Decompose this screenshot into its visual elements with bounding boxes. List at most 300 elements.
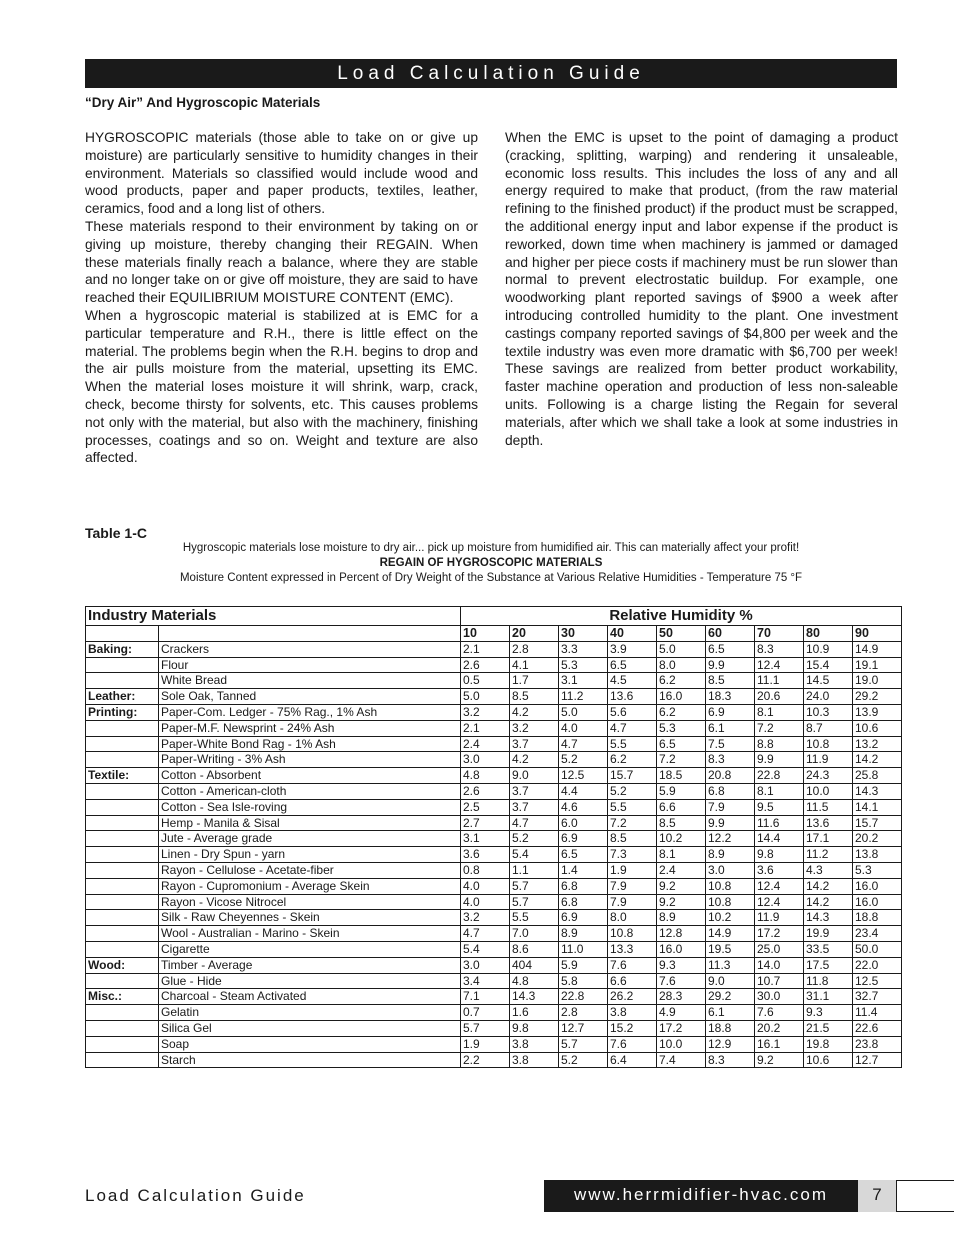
- regain-value-cell: 23.8: [853, 1036, 902, 1052]
- regain-value-cell: 3.4: [461, 973, 510, 989]
- regain-value-cell: 31.1: [804, 989, 853, 1005]
- regain-value-cell: 5.7: [461, 1020, 510, 1036]
- category-cell: [86, 1005, 159, 1021]
- regain-value-cell: 20.6: [755, 689, 804, 705]
- table-row: [86, 720, 902, 736]
- regain-value-cell: 8.8: [755, 736, 804, 752]
- regain-value-cell: 4.8: [461, 768, 510, 784]
- regain-value-cell: 6.1: [706, 720, 755, 736]
- right-column: [505, 129, 898, 449]
- regain-value-cell: 7.2: [755, 720, 804, 736]
- regain-value-cell: 7.6: [608, 1036, 657, 1052]
- regain-value-cell: 11.9: [804, 752, 853, 768]
- regain-value-cell: 2.4: [461, 736, 510, 752]
- regain-value-cell: 4.1: [510, 657, 559, 673]
- regain-value-cell: 1.9: [461, 1036, 510, 1052]
- rh-value-header: 30: [559, 626, 608, 642]
- material-cell: Silk - Raw Cheyennes - Skein: [159, 910, 461, 926]
- material-cell: Cotton - American-cloth: [159, 783, 461, 799]
- paragraph: When a hygroscopic material is stabilized at is EMC for a particular temperature and R.H., there is little effect on the material. The problems begin when the R.H. begins to drop and the air pulls moisture from the material, upsetting its EMC. When the material loses moisture it will shrink, warp, crack, check, become thirsty for solvents, etc. This causes problems not only with the material, but also with the machinery, finishing processes, coatings and so on. Weight and texture are also affected.: [85, 307, 478, 466]
- regain-value-cell: 16.0: [657, 689, 706, 705]
- regain-value-cell: 5.6: [608, 704, 657, 720]
- material-cell: Crackers: [159, 641, 461, 657]
- regain-value-cell: 0.5: [461, 673, 510, 689]
- regain-value-cell: 15.7: [608, 768, 657, 784]
- regain-value-cell: 2.1: [461, 720, 510, 736]
- table-group-header-row: [86, 607, 902, 626]
- page-number: 7: [858, 1180, 896, 1212]
- regain-value-cell: 24.3: [804, 768, 853, 784]
- table-row: [86, 847, 902, 863]
- table-row: [86, 862, 902, 878]
- rh-values-row: [86, 626, 902, 642]
- regain-value-cell: 16.0: [853, 878, 902, 894]
- regain-value-cell: 18.8: [706, 1020, 755, 1036]
- regain-value-cell: 10.8: [706, 878, 755, 894]
- material-cell: Charcoal - Steam Activated: [159, 989, 461, 1005]
- material-cell: Cotton - Absorbent: [159, 768, 461, 784]
- regain-value-cell: 5.7: [510, 878, 559, 894]
- regain-value-cell: 3.3: [559, 641, 608, 657]
- material-cell: Glue - Hide: [159, 973, 461, 989]
- material-cell: Rayon - Cellulose - Acetate-fiber: [159, 862, 461, 878]
- page-header-bar: [85, 59, 897, 88]
- material-cell: Silica Gel: [159, 1020, 461, 1036]
- rh-value-header: 90: [853, 626, 902, 642]
- regain-value-cell: 6.4: [608, 1052, 657, 1068]
- regain-value-cell: 11.6: [755, 815, 804, 831]
- regain-value-cell: 11.3: [706, 957, 755, 973]
- regain-value-cell: 11.2: [804, 847, 853, 863]
- regain-value-cell: 3.7: [510, 783, 559, 799]
- material-cell: Paper-Writing - 3% Ash: [159, 752, 461, 768]
- table-row: [86, 941, 902, 957]
- rh-value-header: 40: [608, 626, 657, 642]
- regain-value-cell: 1.6: [510, 1005, 559, 1021]
- regain-value-cell: 8.6: [510, 941, 559, 957]
- regain-value-cell: 21.5: [804, 1020, 853, 1036]
- regain-value-cell: 11.0: [559, 941, 608, 957]
- regain-value-cell: 22.8: [559, 989, 608, 1005]
- regain-value-cell: 8.1: [755, 783, 804, 799]
- regain-value-cell: 8.5: [510, 689, 559, 705]
- section-title: “Dry Air” And Hygroscopic Materials: [85, 95, 321, 110]
- regain-value-cell: 50.0: [853, 941, 902, 957]
- regain-value-cell: 11.4: [853, 1005, 902, 1021]
- regain-value-cell: 5.3: [853, 862, 902, 878]
- regain-value-cell: 9.8: [755, 847, 804, 863]
- regain-value-cell: 11.8: [804, 973, 853, 989]
- regain-value-cell: 9.9: [706, 815, 755, 831]
- regain-value-cell: 6.9: [706, 704, 755, 720]
- regain-value-cell: 5.9: [657, 783, 706, 799]
- table-row: [86, 673, 902, 689]
- regain-value-cell: 2.2: [461, 1052, 510, 1068]
- regain-value-cell: 5.2: [510, 831, 559, 847]
- regain-value-cell: 8.5: [706, 673, 755, 689]
- regain-value-cell: 3.2: [461, 910, 510, 926]
- regain-value-cell: 13.3: [608, 941, 657, 957]
- regain-value-cell: 8.1: [755, 704, 804, 720]
- rh-value-header: 20: [510, 626, 559, 642]
- material-cell: Gelatin: [159, 1005, 461, 1021]
- regain-value-cell: 5.3: [657, 720, 706, 736]
- regain-value-cell: 10.3: [804, 704, 853, 720]
- regain-value-cell: 9.3: [804, 1005, 853, 1021]
- regain-value-cell: 2.4: [657, 862, 706, 878]
- table-row: [86, 1020, 902, 1036]
- category-cell: [86, 894, 159, 910]
- regain-value-cell: 22.8: [755, 768, 804, 784]
- regain-value-cell: 7.4: [657, 1052, 706, 1068]
- regain-value-cell: 4.4: [559, 783, 608, 799]
- regain-value-cell: 6.8: [559, 894, 608, 910]
- regain-value-cell: 9.5: [755, 799, 804, 815]
- regain-value-cell: 14.4: [755, 831, 804, 847]
- regain-value-cell: 9.3: [657, 957, 706, 973]
- regain-value-cell: 12.9: [706, 1036, 755, 1052]
- category-cell: [86, 783, 159, 799]
- regain-value-cell: 6.5: [608, 657, 657, 673]
- regain-value-cell: 9.9: [706, 657, 755, 673]
- regain-value-cell: 2.8: [559, 1005, 608, 1021]
- rh-value-header: 10: [461, 626, 510, 642]
- regain-value-cell: 14.9: [853, 641, 902, 657]
- regain-value-cell: 7.2: [608, 815, 657, 831]
- regain-value-cell: 4.7: [461, 926, 510, 942]
- regain-value-cell: 12.2: [706, 831, 755, 847]
- regain-value-cell: 4.2: [510, 704, 559, 720]
- regain-value-cell: 5.5: [510, 910, 559, 926]
- regain-value-cell: 2.6: [461, 783, 510, 799]
- regain-value-cell: 7.9: [608, 894, 657, 910]
- regain-value-cell: 6.5: [657, 736, 706, 752]
- regain-value-cell: 3.9: [608, 641, 657, 657]
- regain-value-cell: 5.0: [657, 641, 706, 657]
- table-row: [86, 1052, 902, 1068]
- regain-value-cell: 15.4: [804, 657, 853, 673]
- regain-value-cell: 17.2: [657, 1020, 706, 1036]
- table-row: [86, 752, 902, 768]
- regain-value-cell: 26.2: [608, 989, 657, 1005]
- regain-value-cell: 8.9: [706, 847, 755, 863]
- regain-value-cell: 17.1: [804, 831, 853, 847]
- regain-value-cell: 29.2: [706, 989, 755, 1005]
- material-cell: Soap: [159, 1036, 461, 1052]
- regain-value-cell: 4.3: [804, 862, 853, 878]
- regain-value-cell: 10.0: [804, 783, 853, 799]
- category-cell: [86, 862, 159, 878]
- regain-value-cell: 4.0: [559, 720, 608, 736]
- regain-value-cell: 17.2: [755, 926, 804, 942]
- category-cell: Misc.:: [86, 989, 159, 1005]
- regain-value-cell: 4.9: [657, 1005, 706, 1021]
- table-row: [86, 1036, 902, 1052]
- category-cell: [86, 815, 159, 831]
- regain-value-cell: 3.7: [510, 799, 559, 815]
- category-cell: [86, 878, 159, 894]
- material-cell: Paper-M.F. Newsprint - 24% Ash: [159, 720, 461, 736]
- rh-value-header: 50: [657, 626, 706, 642]
- category-cell: [86, 973, 159, 989]
- regain-value-cell: 4.7: [608, 720, 657, 736]
- regain-value-cell: 19.0: [853, 673, 902, 689]
- material-cell: Wool - Australian - Marino - Skein: [159, 926, 461, 942]
- material-cell: Paper-White Bond Rag - 1% Ash: [159, 736, 461, 752]
- regain-value-cell: 16.0: [853, 894, 902, 910]
- table-body: [86, 641, 902, 1068]
- regain-value-cell: 6.6: [657, 799, 706, 815]
- regain-value-cell: 10.2: [706, 910, 755, 926]
- regain-value-cell: 18.5: [657, 768, 706, 784]
- regain-value-cell: 7.3: [608, 847, 657, 863]
- regain-value-cell: 13.6: [608, 689, 657, 705]
- regain-value-cell: 9.0: [706, 973, 755, 989]
- regain-value-cell: 3.2: [510, 720, 559, 736]
- material-cell: Starch: [159, 1052, 461, 1068]
- regain-value-cell: 12.4: [755, 657, 804, 673]
- regain-value-cell: 10.9: [804, 641, 853, 657]
- regain-value-cell: 5.4: [461, 941, 510, 957]
- regain-value-cell: 6.2: [657, 704, 706, 720]
- regain-value-cell: 3.0: [706, 862, 755, 878]
- material-cell: Paper-Com. Ledger - 75% Rag., 1% Ash: [159, 704, 461, 720]
- material-cell: Cigarette: [159, 941, 461, 957]
- regain-value-cell: 19.8: [804, 1036, 853, 1052]
- regain-value-cell: 19.9: [804, 926, 853, 942]
- rh-value-header: 80: [804, 626, 853, 642]
- regain-value-cell: 8.0: [657, 657, 706, 673]
- regain-value-cell: 5.5: [608, 736, 657, 752]
- table-row: [86, 799, 902, 815]
- paragraph: HYGROSCOPIC materials (those able to take on or give up moisture) are particularly sensitive to humidity changes in their environment. Materials so classified would include wood and wood products, paper and paper products, textiles, leather, ceramics, food and a long list of others.: [85, 130, 478, 217]
- regain-value-cell: 12.7: [559, 1020, 608, 1036]
- regain-value-cell: 7.0: [510, 926, 559, 942]
- regain-value-cell: 4.0: [461, 894, 510, 910]
- regain-value-cell: 6.9: [559, 831, 608, 847]
- regain-value-cell: 14.2: [804, 878, 853, 894]
- regain-value-cell: 6.2: [657, 673, 706, 689]
- table-row: [86, 736, 902, 752]
- regain-value-cell: 11.2: [559, 689, 608, 705]
- category-cell: [86, 736, 159, 752]
- blank-header-cell: [159, 626, 461, 642]
- regain-value-cell: 8.3: [755, 641, 804, 657]
- regain-value-cell: 8.1: [657, 847, 706, 863]
- regain-value-cell: 20.2: [853, 831, 902, 847]
- category-cell: Textile:: [86, 768, 159, 784]
- table-row: [86, 641, 902, 657]
- regain-value-cell: 6.9: [559, 910, 608, 926]
- regain-value-cell: 3.6: [461, 847, 510, 863]
- regain-value-cell: 13.2: [853, 736, 902, 752]
- regain-value-cell: 14.9: [706, 926, 755, 942]
- category-cell: Baking:: [86, 641, 159, 657]
- regain-value-cell: 12.7: [853, 1052, 902, 1068]
- table-row: [86, 989, 902, 1005]
- regain-value-cell: 12.8: [657, 926, 706, 942]
- regain-value-cell: 24.0: [804, 689, 853, 705]
- regain-value-cell: 7.5: [706, 736, 755, 752]
- table-row: [86, 831, 902, 847]
- regain-value-cell: 5.0: [559, 704, 608, 720]
- regain-value-cell: 1.1: [510, 862, 559, 878]
- regain-value-cell: 0.7: [461, 1005, 510, 1021]
- regain-value-cell: 8.3: [706, 1052, 755, 1068]
- regain-value-cell: 3.6: [755, 862, 804, 878]
- category-cell: Printing:: [86, 704, 159, 720]
- regain-value-cell: 4.7: [510, 815, 559, 831]
- regain-value-cell: 13.6: [804, 815, 853, 831]
- regain-value-cell: 10.7: [755, 973, 804, 989]
- category-cell: [86, 673, 159, 689]
- footer-title: Load Calculation Guide: [85, 1186, 306, 1205]
- category-cell: [86, 752, 159, 768]
- regain-value-cell: 8.9: [657, 910, 706, 926]
- material-cell: Timber - Average: [159, 957, 461, 973]
- table-row: [86, 815, 902, 831]
- regain-value-cell: 15.2: [608, 1020, 657, 1036]
- category-cell: [86, 847, 159, 863]
- material-cell: Hemp - Manila & Sisal: [159, 815, 461, 831]
- regain-value-cell: 3.8: [510, 1052, 559, 1068]
- regain-value-cell: 25.0: [755, 941, 804, 957]
- regain-value-cell: 14.0: [755, 957, 804, 973]
- category-cell: [86, 910, 159, 926]
- category-cell: Wood:: [86, 957, 159, 973]
- regain-table: [85, 606, 902, 1068]
- regain-value-cell: 16.1: [755, 1036, 804, 1052]
- regain-value-cell: 2.5: [461, 799, 510, 815]
- regain-value-cell: 5.2: [608, 783, 657, 799]
- regain-value-cell: 19.5: [706, 941, 755, 957]
- regain-value-cell: 6.1: [706, 1005, 755, 1021]
- regain-value-cell: 7.1: [461, 989, 510, 1005]
- regain-value-cell: 25.8: [853, 768, 902, 784]
- regain-value-cell: 8.0: [608, 910, 657, 926]
- paragraph: When the EMC is upset to the point of damaging a product (cracking, splitting, warping) and rendering it unsaleable, economic loss results. This includes the loss of any and all energy required to make that product, (from the raw material refining to the finished product) if the product must be scrapped, the additional energy input and labor expense if the product is reworked, down time when machinery is jammed or damaged and higher per piece costs if machinery must be run slower than normal to prevent electrostatic buildup. For example, one woodworking plant reported savings of $900 a week after introducing controlled humidity to the plant. One investment castings company reported savings of $4,800 per week and the textile industry was even more dramatic with $6,700 per week! These savings are realized from better product workability, faster machine operation and production of less non-saleable units. Following is a charge listing the Regain for several materials, after which we shall take a look at some industries in depth.: [505, 130, 898, 448]
- regain-value-cell: 3.1: [461, 831, 510, 847]
- regain-value-cell: 11.1: [755, 673, 804, 689]
- regain-value-cell: 7.2: [657, 752, 706, 768]
- regain-value-cell: 6.8: [559, 878, 608, 894]
- regain-value-cell: 20.8: [706, 768, 755, 784]
- regain-value-cell: 10.6: [853, 720, 902, 736]
- regain-value-cell: 10.0: [657, 1036, 706, 1052]
- regain-value-cell: 7.6: [608, 957, 657, 973]
- regain-value-cell: 7.6: [657, 973, 706, 989]
- blank-header-cell: [86, 626, 159, 642]
- table-row: [86, 926, 902, 942]
- regain-value-cell: 28.3: [657, 989, 706, 1005]
- regain-value-cell: 14.2: [804, 894, 853, 910]
- regain-value-cell: 5.0: [461, 689, 510, 705]
- regain-value-cell: 6.5: [559, 847, 608, 863]
- regain-value-cell: 10.2: [657, 831, 706, 847]
- regain-value-cell: 8.5: [608, 831, 657, 847]
- material-cell: Jute - Average grade: [159, 831, 461, 847]
- rh-value-header: 60: [706, 626, 755, 642]
- regain-value-cell: 10.6: [804, 1052, 853, 1068]
- regain-value-cell: 14.3: [804, 910, 853, 926]
- regain-value-cell: 3.1: [559, 673, 608, 689]
- regain-value-cell: 11.9: [755, 910, 804, 926]
- regain-value-cell: 30.0: [755, 989, 804, 1005]
- table-row: [86, 878, 902, 894]
- regain-value-cell: 2.6: [461, 657, 510, 673]
- regain-value-cell: 14.5: [804, 673, 853, 689]
- regain-value-cell: 4.0: [461, 878, 510, 894]
- regain-value-cell: 2.7: [461, 815, 510, 831]
- regain-value-cell: 9.8: [510, 1020, 559, 1036]
- category-cell: [86, 831, 159, 847]
- industry-materials-header: Industry Materials: [86, 607, 461, 626]
- category-cell: [86, 1020, 159, 1036]
- regain-value-cell: 7.9: [608, 878, 657, 894]
- category-cell: [86, 657, 159, 673]
- regain-value-cell: 9.9: [755, 752, 804, 768]
- regain-value-cell: 3.0: [461, 752, 510, 768]
- regain-value-cell: 7.9: [706, 799, 755, 815]
- regain-value-cell: 13.9: [853, 704, 902, 720]
- table-row: [86, 894, 902, 910]
- table-row: [86, 783, 902, 799]
- table-row: [86, 657, 902, 673]
- regain-value-cell: 9.2: [657, 878, 706, 894]
- regain-value-cell: 12.5: [853, 973, 902, 989]
- regain-value-cell: 3.2: [461, 704, 510, 720]
- regain-value-cell: 12.4: [755, 878, 804, 894]
- paragraph: These materials respond to their environment by taking on or giving up moisture, thereby changing their REGAIN. When these materials finally reach a balance, where they are stable and no longer take on or give off moisture, they are said to have reached their EQUILIBRIUM MOISTURE CONTENT (EMC).: [85, 218, 478, 306]
- regain-value-cell: 5.7: [510, 894, 559, 910]
- table-row: [86, 1005, 902, 1021]
- regain-value-cell: 6.8: [706, 783, 755, 799]
- regain-value-cell: 19.1: [853, 657, 902, 673]
- regain-value-cell: 18.3: [706, 689, 755, 705]
- material-cell: Rayon - Vicose Nitrocel: [159, 894, 461, 910]
- material-cell: Rayon - Cupromonium - Average Skein: [159, 878, 461, 894]
- regain-value-cell: 9.2: [755, 1052, 804, 1068]
- rh-value-header: 70: [755, 626, 804, 642]
- regain-value-cell: 17.5: [804, 957, 853, 973]
- table-label: Table 1-C: [85, 525, 147, 541]
- regain-value-cell: 5.3: [559, 657, 608, 673]
- regain-value-cell: 5.7: [559, 1036, 608, 1052]
- regain-value-cell: 5.5: [608, 799, 657, 815]
- relative-humidity-header: Relative Humidity %: [461, 607, 902, 626]
- category-cell: Leather:: [86, 689, 159, 705]
- regain-value-cell: 13.8: [853, 847, 902, 863]
- regain-value-cell: 6.2: [608, 752, 657, 768]
- regain-value-cell: 5.4: [510, 847, 559, 863]
- regain-value-cell: 6.6: [608, 973, 657, 989]
- material-cell: Cotton - Sea Isle-roving: [159, 799, 461, 815]
- regain-value-cell: 33.5: [804, 941, 853, 957]
- table-row: [86, 768, 902, 784]
- regain-value-cell: 14.2: [853, 752, 902, 768]
- regain-value-cell: 5.9: [559, 957, 608, 973]
- regain-value-cell: 8.3: [706, 752, 755, 768]
- regain-value-cell: 14.3: [853, 783, 902, 799]
- regain-value-cell: 22.6: [853, 1020, 902, 1036]
- regain-value-cell: 3.0: [461, 957, 510, 973]
- regain-value-cell: 4.5: [608, 673, 657, 689]
- regain-value-cell: 5.2: [559, 1052, 608, 1068]
- regain-value-cell: 18.8: [853, 910, 902, 926]
- regain-value-cell: 6.5: [706, 641, 755, 657]
- regain-value-cell: 404: [510, 957, 559, 973]
- table-caption: Hygroscopic materials lose moisture to dry air... pick up moisture from humidified air. This can materially affect your profit!: [182, 542, 800, 554]
